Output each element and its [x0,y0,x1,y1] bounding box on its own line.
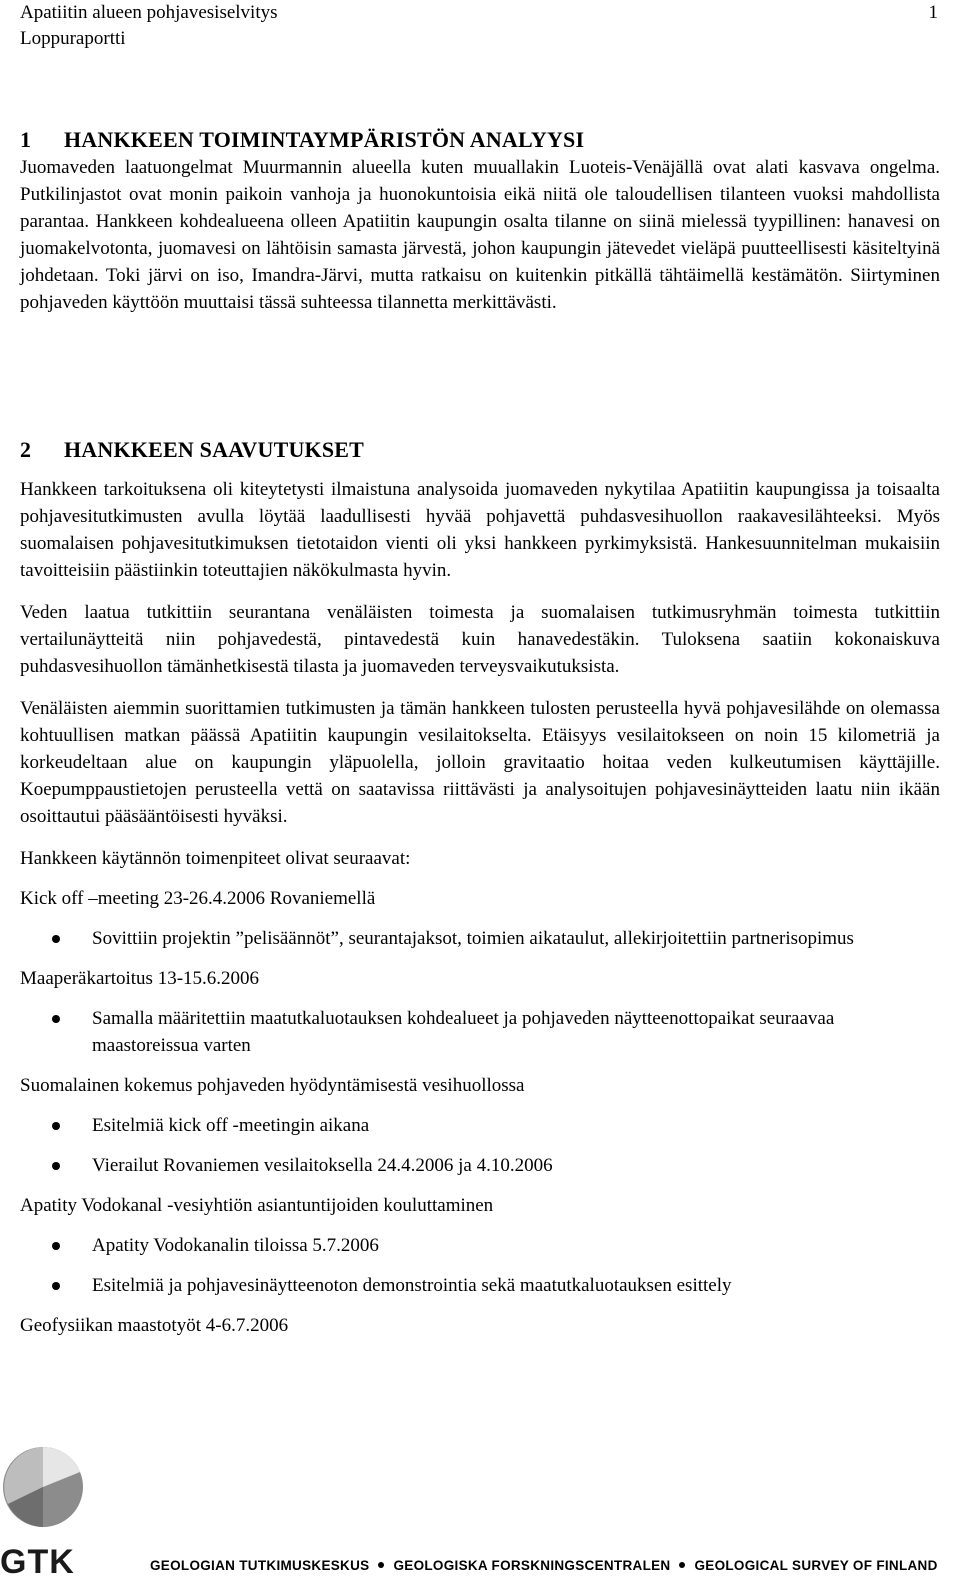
measure-list-soil-mapping [20,1005,940,1059]
list-item [20,1112,940,1139]
list-item [20,925,940,952]
header-subtitle: Loppuraportti [20,28,126,49]
measure-list-training [20,1232,940,1299]
list-item-text: Esitelmiä kick off -meetingin aikana [92,1115,370,1136]
list-item-text: Apatity Vodokanalin tiloissa 5.7.2006 [92,1235,379,1256]
section-1-paragraph: Juomaveden laatuongelmat Muurmannin alueella kuten muuallakin Luoteis-Venäjällä ovat alati kasvava ongelma. Putkilinjastot ovat monin paikoin vanhoja ja huonokuntoisia eikä niitä ole taloudellisen tilanteen vuoksi mahdollista parantaa. Hankkeen kohdealueena olleen Apatiitin kaupungin osalta tilanne on siinä mielessä tyypillinen: hanavesi on juomakelvotonta, juomavesi on lähtöisin samasta järvestä, johon kaupungin jätevedet vieläpä puutteellisesti käsiteltyinä johdetaan. Toki järvi on iso, Imandra-Järvi, mutta ratkaisu on kuitenkin pitkällä tähtäimellä kestämätön. Siirtyminen pohjaveden käyttöön muuttaisi tässä suhteessa tilannetta merkittävästi. [20,157,940,313]
section-2-paragraph-3: Venäläisten aiemmin suorittamien tutkimusten ja tämän hankkeen tulosten perusteella hyvä pohjavesilähde on olemassa kohtuullisen matkan päässä Apatiitin kaupungin vesilaitokselta. Etäisyys vesilaitokseen on noin 15 kilometriä ja korkeudeltaan alue on kaupungin yläpuolella, jolloin gravitaatio hoitaa veden kulkeutumisen käyttäjille. Koepumppaustietojen perusteella vettä on saatavissa riittävästi ja analysoitujen pohjavesinäytteiden laatu niin ikään osoittautui pääsääntöisesti hyväksi. [20,698,940,827]
measures-intro: Hankkeen käytännön toimenpiteet olivat seuraavat: [20,848,411,869]
list-item [20,1272,940,1299]
section-2-heading [20,436,940,464]
running-header [20,0,278,52]
bullet-icon [52,1122,60,1130]
org-name-sv: GEOLOGISKA FORSKNINGSCENTRALEN [393,1558,671,1573]
org-name-fi: GEOLOGIAN TUTKIMUSKESKUS [150,1558,370,1573]
section-2-paragraph-1: Hankkeen tarkoituksena oli kiteytetysti ilmaistuna analysoida juomaveden nykytilaa Apatiitin kaupungissa ja toisaalta pohjavesitutkimusten avulla löytää laadullisesti hyvää pohjavettä puhdasvesihuollon raakavesilähteeksi. Myös suomalaisen pohjavesitutkimuksen tietotaidon vienti oli yksi hankkeen pyrkimyksistä. Hankesuunnitelman mukaisiin tavoitteisiin päästiinkin toteuttajien näkökulmasta hyvin. [20,479,940,581]
measure-list-kickoff [20,925,940,952]
measure-list-finnish-experience [20,1112,940,1179]
list-item-text: Samalla määritettiin maatutkaluotauksen kohdealueet ja pohjaveden näytteenottopaikat seuraavaa maastoreissua varten [92,1008,835,1056]
section-1 [20,126,940,316]
list-item [20,1232,940,1259]
section-1-heading [20,126,940,154]
bullet-icon [52,935,60,943]
footer-organization-names [150,1558,938,1573]
bullet-icon [52,1242,60,1250]
section-2-title: HANKKEEN SAAVUTUKSET [64,437,365,462]
list-item [20,1152,940,1179]
section-2-number: 2 [20,437,32,462]
measure-heading-training: Apatity Vodokanal -vesiyhtiön asiantuntijoiden kouluttaminen [20,1195,494,1216]
bullet-icon [52,1015,60,1023]
list-item [20,1005,940,1059]
section-2-paragraph-2: Veden laatua tutkittiin seurantana venäläisten toimesta ja suomalaisen tutkimusryhmän toimesta tutkittiin vertailunäytteitä niin pohjavedestä, pintavedestä kuin hanavedestäkin. Tuloksena saatiin kokonaiskuva puhdasvesihuollon tämänhetkisestä tilasta ja juomaveden terveysvaikutuksista. [20,602,940,677]
measure-heading-soil-mapping: Maaperäkartoitus 13-15.6.2006 [20,968,260,989]
page-number: 1 [928,2,938,23]
section-2-body [20,476,940,1352]
section-1-number: 1 [20,127,32,152]
bullet-icon [52,1282,60,1290]
measure-heading-finnish-experience: Suomalainen kokemus pohjaveden hyödyntämisestä vesihuollossa [20,1075,525,1096]
gtk-logo-text: GTK [0,1543,75,1581]
separator-dot-icon [378,1562,384,1568]
list-item-text: Esitelmiä ja pohjavesinäytteenoton demonstrointia sekä maatutkaluotauksen esittely [92,1275,732,1296]
measure-heading-geophysics: Geofysiikan maastotyöt 4-6.7.2006 [20,1315,289,1336]
list-item-text: Sovittiin projektin ”pelisäännöt”, seurantajaksot, toimien aikataulut, allekirjoitettiin partnerisopimus [92,928,854,949]
header-title: Apatiitin alueen pohjavesiselvitys [20,2,278,23]
list-item-text: Vierailut Rovaniemen vesilaitoksella 24.4.2006 ja 4.10.2006 [92,1155,553,1176]
separator-dot-icon [679,1562,685,1568]
bullet-icon [52,1162,60,1170]
section-1-title: HANKKEEN TOIMINTAYMPÄRISTÖN ANALYYSI [64,127,585,152]
org-name-en: GEOLOGICAL SURVEY OF FINLAND [694,1558,938,1573]
gtk-globe-logo-icon [2,1442,84,1532]
footer [0,1440,960,1583]
measure-heading-kickoff: Kick off –meeting 23-26.4.2006 Rovaniemellä [20,888,376,909]
